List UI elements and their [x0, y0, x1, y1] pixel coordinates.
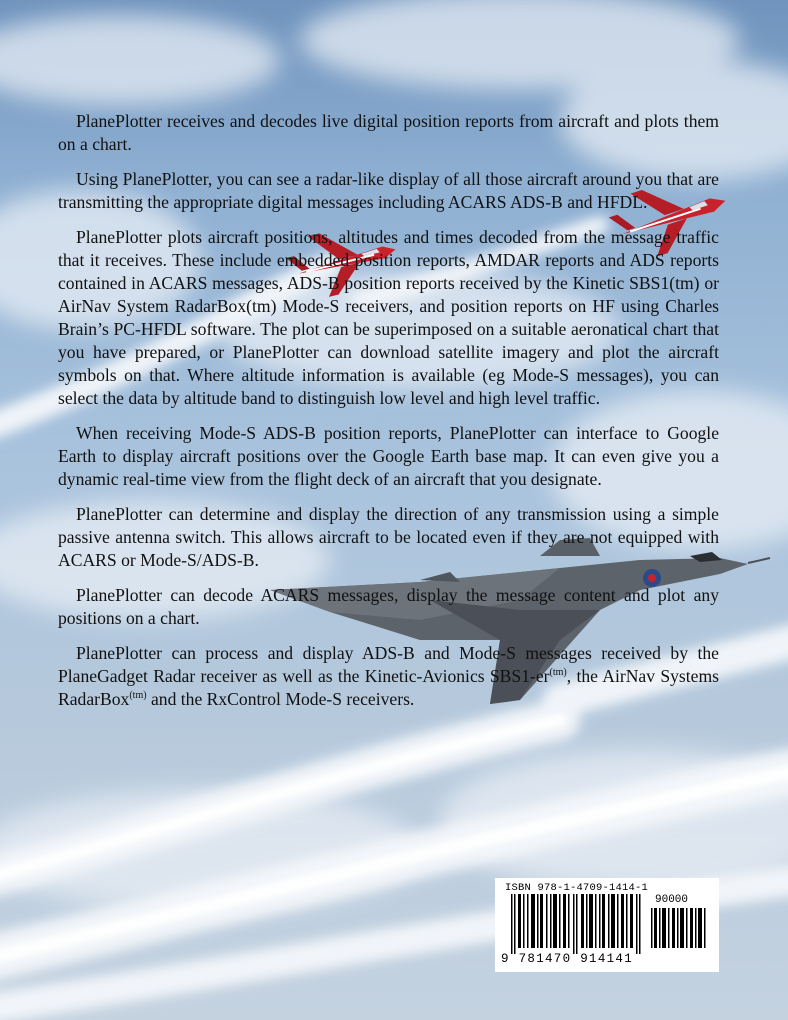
- description-paragraph: PlanePlotter can determine and display the direction of any transmission using a simple passive antenna switch. This allows aircraft to be located even if they are not equipped with ACARS or Mode-S/ADS-B.: [58, 504, 719, 570]
- addon-barcode-bars: [649, 908, 707, 948]
- ean13-barcode-bars: [509, 894, 645, 954]
- description-paragraph-receivers: [58, 642, 719, 711]
- description-paragraph: When receiving Mode-S ADS-B position reports, PlanePlotter can interface to Google Earth to display aircraft positions over the Google Earth base map. It can even give you a dynamic real-time view from the flight deck of an aircraft that you designate.: [58, 423, 719, 489]
- back-cover-description: [58, 110, 719, 723]
- price-code: 90000: [655, 894, 689, 906]
- barcode-digits: 9 781470 914141: [501, 952, 634, 966]
- isbn-barcode: [495, 878, 719, 972]
- receivers-text-part1: PlanePlotter can process and display ADS-B and Mode-S messages received by the PlaneGadget Radar receiver as well as the Kinetic-Avionics SBS1-er: [58, 643, 719, 686]
- receivers-text-part2: , the AirNav Systems RadarBox: [58, 666, 719, 709]
- description-paragraph: Using PlanePlotter, you can see a radar-like display of all those aircraft around you that are transmitting the appropriate digital messages including ACARS ADS-B and HFDL.: [58, 169, 719, 212]
- description-paragraph: PlanePlotter receives and decodes live digital position reports from aircraft and plots them on a chart.: [58, 111, 719, 154]
- trademark-mark: (tm): [129, 690, 147, 702]
- receivers-text-part3: and the RxControl Mode-S receivers.: [146, 689, 415, 709]
- description-paragraph: PlanePlotter can decode ACARS messages, display the message content and plot any positions on a chart.: [58, 585, 719, 628]
- description-paragraph: PlanePlotter plots aircraft positions, altitudes and times decoded from the message traffic that it receives. These include embedded position reports, AMDAR reports and ADS reports contained in ACARS messages, ADS-B position reports received by the Kinetic SBS1(tm) or AirNav System RadarBox(tm) Mode-S receivers, and position reports on HF using Charles Brain’s PC-HFDL software. The plot can be superimposed on a suitable aeronatical chart that you have prepared, or PlanePlotter can download satellite imagery and plot the aircraft symbols on that. Where altitude information is available (eg Mode-S messages), you can select the data by altitude band to distinguish low level and high level traffic.: [58, 227, 719, 408]
- isbn-label: ISBN 978-1-4709-1414-1: [505, 882, 649, 894]
- trademark-mark: (tm): [549, 667, 567, 679]
